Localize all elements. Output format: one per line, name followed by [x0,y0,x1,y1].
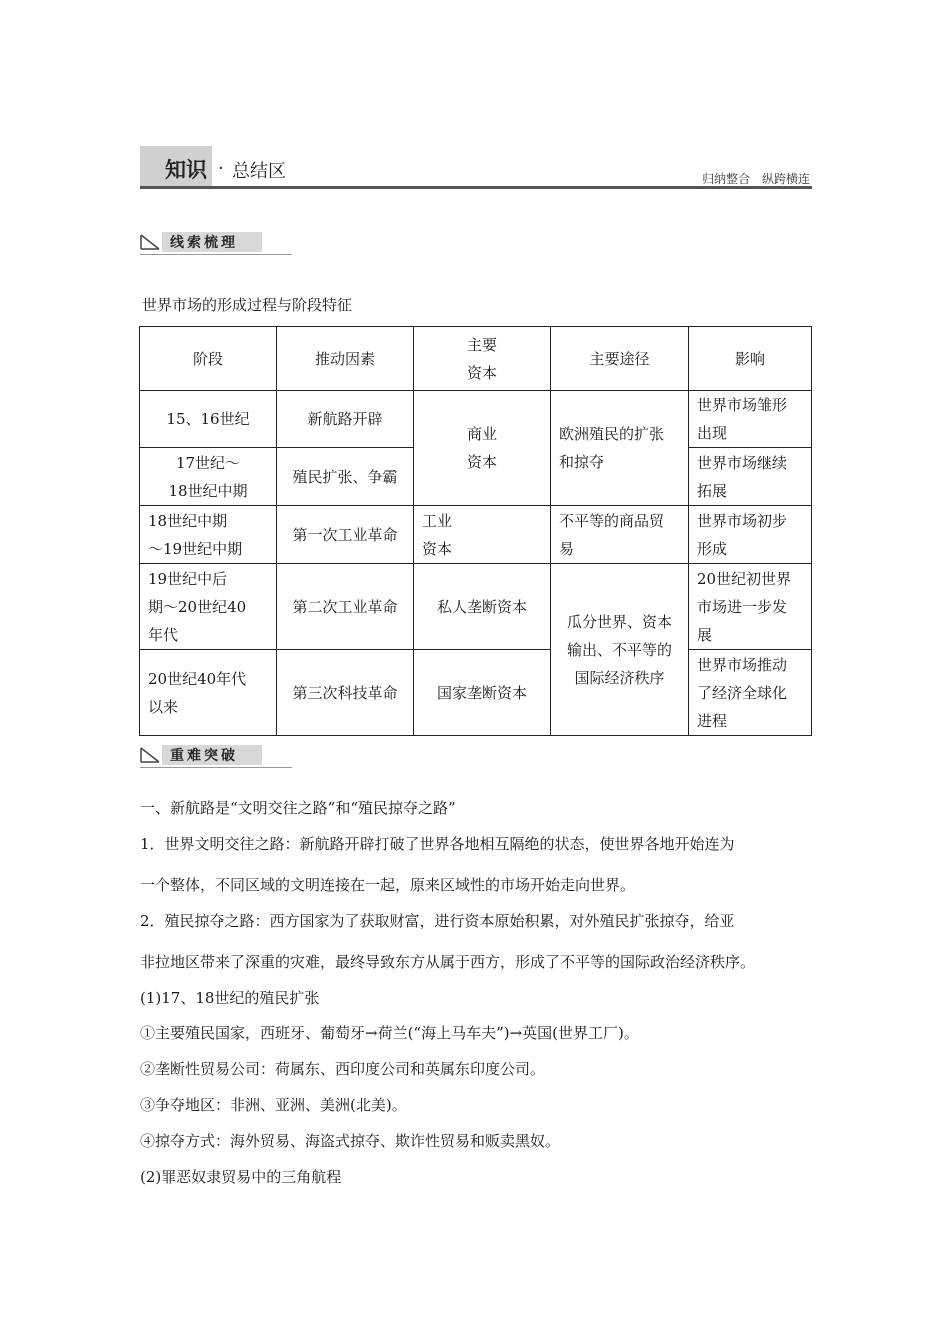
section-label: 线索梳理 [170,235,238,251]
factor-cell: 殖民扩张、争霸 [277,448,414,506]
header-title-dot: · [218,158,224,179]
paragraph-item-1: ①主要殖民国家，西班牙、葡萄牙→荷兰(“海上马车夫”)→英国(世界工厂)。 [140,1024,639,1042]
header-cell-stage: 阶段 [140,327,277,391]
paragraph-1b: 一个整体，不同区域的文明连接在一起，原来区域性的市场开始走向世界。 [140,876,636,894]
route-cell: 不平等的商品贸 易 [551,506,689,564]
impact-cell: 世界市场推动 了经济全球化 进程 [689,650,812,736]
paragraph-item-4: ④掠夺方式：海外贸易、海盗式掠夺、欺诈性贸易和贩卖黑奴。 [140,1132,561,1150]
section-label: 重难突破 [170,748,238,764]
route-cell: 欧洲殖民的扩张 和掠夺 [551,391,689,506]
diagonal-mark-icon [140,234,160,250]
paragraph-sub-2: (2)罪恶奴隶贸易中的三角航程 [140,1168,342,1186]
stage-cell: 15、16世纪 [140,391,277,448]
header-cell-capital: 主要 资本 [414,327,551,391]
factor-cell: 第二次工业革命 [277,564,414,650]
stage-cell: 20世纪40年代 以来 [140,650,277,736]
table-caption: 世界市场的形成过程与阶段特征 [142,296,353,314]
header-right-text: 归纳整合 纵跨横连 [702,172,810,186]
section-heading-clue [140,232,292,256]
section-underline [140,254,292,255]
paragraph-item-3: ③争夺地区：非洲、亚洲、美洲(北美)。 [140,1096,407,1114]
market-stage-table [139,326,812,736]
factor-cell: 第一次工业革命 [277,506,414,564]
capital-cell: 国家垄断资本 [414,650,551,736]
header-cell-route: 主要途径 [551,327,689,391]
table-row [140,506,812,564]
header-title-sub: 总结区 [232,161,286,182]
paragraph-item-2: ②垄断性贸易公司：荷属东、西印度公司和英属东印度公司。 [140,1060,546,1078]
stage-cell: 17世纪～ 18世纪中期 [140,448,277,506]
table-row [140,564,812,650]
impact-cell: 世界市场初步 形成 [689,506,812,564]
header-cell-factor: 推动因素 [277,327,414,391]
diagonal-mark-icon [140,747,160,763]
route-cell: 瓜分世界、资本 输出、不平等的 国际经济秩序 [551,564,689,736]
table-row [140,391,812,448]
header-rule [140,186,812,189]
paragraph-sub-1: (1)17、18世纪的殖民扩张 [140,989,320,1007]
header-title-main: 知识 [165,158,207,182]
impact-cell: 20世纪初世界 市场进一步发 展 [689,564,812,650]
impact-cell: 世界市场雏形 出现 [689,391,812,448]
paragraph-2b: 非拉地区带来了深重的灾难，最终导致东方从属于西方，形成了不平等的国际政治经济秩序。 [140,953,756,971]
factor-cell: 新航路开辟 [277,391,414,448]
factor-cell: 第三次科技革命 [277,650,414,736]
impact-cell: 世界市场继续 拓展 [689,448,812,506]
stage-cell: 19世纪中后 期～20世纪40 年代 [140,564,277,650]
capital-cell: 商业 资本 [414,391,551,506]
paragraph-2a: 2．殖民掠夺之路：西方国家为了获取财富，进行资本原始积累，对外殖民扩张掠夺，给亚 [140,912,735,930]
paragraph-heading-1: 一、新航路是“文明交往之路”和“殖民掠夺之路” [140,799,456,817]
table-header-row [140,327,812,391]
header-cell-impact: 影响 [689,327,812,391]
stage-cell: 18世纪中期 ～19世纪中期 [140,506,277,564]
section-underline [140,767,292,768]
table-row [140,650,812,736]
capital-cell: 私人垄断资本 [414,564,551,650]
capital-cell: 工业 资本 [414,506,551,564]
paragraph-1a: 1．世界文明交往之路：新航路开辟打破了世界各地相互隔绝的状态，使世界各地开始连为 [140,835,735,853]
section-heading-key [140,745,292,769]
